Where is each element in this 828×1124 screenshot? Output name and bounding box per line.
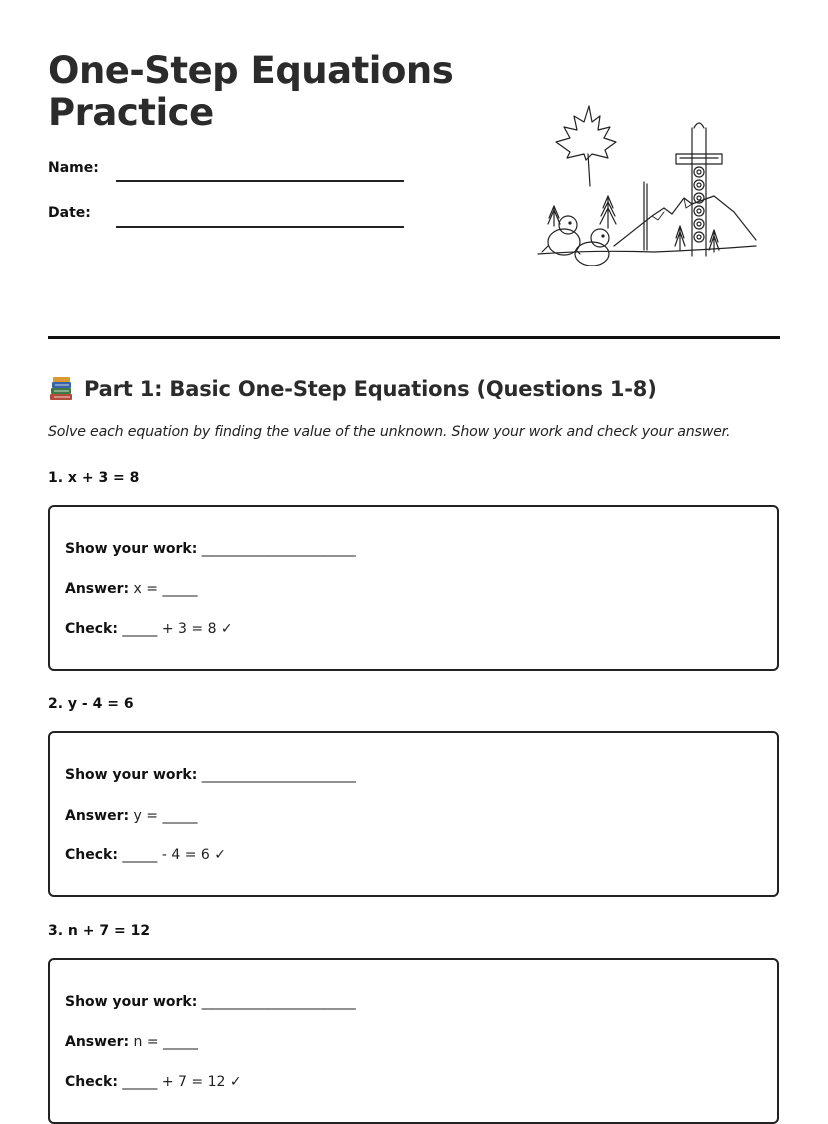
question-1-title: 1. x + 3 = 8	[48, 470, 140, 486]
work-blank: ______________________	[201, 994, 356, 1010]
page-title	[48, 50, 468, 134]
part1-instructions: Solve each equation by finding the value of the unknown. Show your work and check your answer.	[48, 424, 731, 440]
work-line[interactable]	[65, 541, 356, 557]
part1-heading	[48, 374, 657, 404]
work-line[interactable]	[65, 994, 356, 1010]
answer-line[interactable]	[65, 1034, 198, 1050]
pine-tree-icon	[548, 196, 719, 252]
maple-leaf-icon	[556, 106, 616, 186]
title-line-1: One-Step Equations	[48, 49, 454, 92]
name-label: Name:	[48, 160, 99, 176]
title-line-2: Practice	[48, 91, 214, 134]
work-line[interactable]	[65, 767, 356, 783]
date-label: Date:	[48, 205, 91, 221]
canada-landscape-illustration	[534, 100, 760, 266]
answer-text: n = _____	[129, 1034, 199, 1050]
check-text: _____ + 3 = 8 ✓	[117, 621, 233, 637]
answer-label: Answer:	[65, 1034, 130, 1050]
flagpole-icon	[644, 182, 647, 250]
work-label: Show your work:	[65, 767, 198, 783]
check-label: Check:	[65, 1074, 118, 1090]
check-label: Check:	[65, 847, 118, 863]
work-label: Show your work:	[65, 994, 198, 1010]
answer-line[interactable]	[65, 808, 197, 824]
work-blank: ______________________	[201, 541, 356, 557]
beaver-icon	[542, 216, 609, 266]
question-2-box	[48, 731, 779, 897]
part1-title: Part 1: Basic One-Step Equations (Questions 1-8)	[84, 377, 657, 401]
check-line[interactable]	[65, 1074, 242, 1090]
date-field[interactable]	[116, 226, 404, 228]
answer-label: Answer:	[65, 581, 130, 597]
answer-label: Answer:	[65, 808, 130, 824]
section-divider	[48, 336, 780, 339]
name-field[interactable]	[116, 180, 404, 182]
check-label: Check:	[65, 621, 118, 637]
question-3-box	[48, 958, 779, 1124]
books-icon	[48, 376, 74, 402]
question-3-title: 3. n + 7 = 12	[48, 923, 151, 939]
answer-text: x = _____	[129, 581, 198, 597]
answer-line[interactable]	[65, 581, 197, 597]
work-blank: ______________________	[201, 767, 356, 783]
check-line[interactable]	[65, 621, 233, 637]
check-text: _____ + 7 = 12 ✓	[117, 1074, 242, 1090]
check-text: _____ - 4 = 6 ✓	[117, 847, 226, 863]
question-1-box	[48, 505, 779, 671]
question-2-title: 2. y - 4 = 6	[48, 696, 134, 712]
check-line[interactable]	[65, 847, 226, 863]
work-label: Show your work:	[65, 541, 198, 557]
answer-text: y = _____	[129, 808, 198, 824]
